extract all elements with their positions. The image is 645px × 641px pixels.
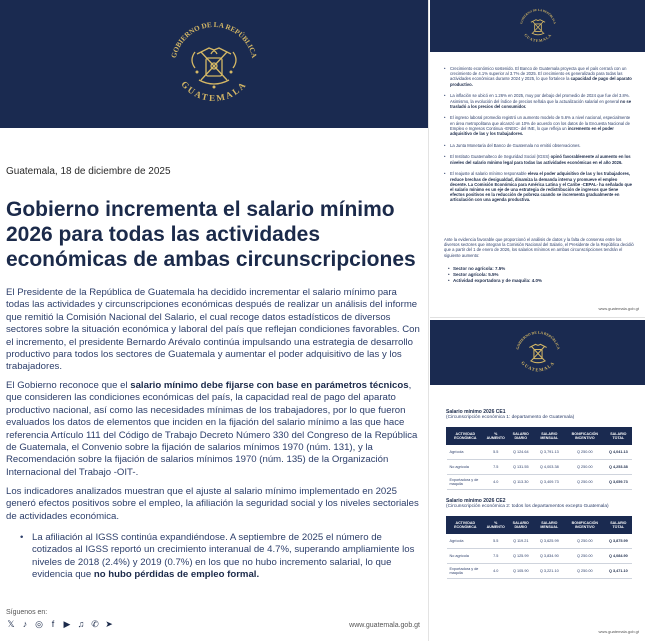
list-item <box>444 143 634 148</box>
table-cell: Q 4,253.38 <box>605 460 631 475</box>
svg-text:GOBIERNO DE LA REPÚBLICA: GOBIERNO DE LA REPÚBLICA <box>169 20 259 59</box>
website-link[interactable]: www.guatemala.gob.gt <box>598 306 639 311</box>
social-links <box>6 619 114 630</box>
website-link[interactable]: www.guatemala.gob.gt <box>598 629 639 634</box>
government-seal <box>159 8 269 118</box>
table-cell: Q 3,659.73 <box>605 475 631 490</box>
seal-emblem-icon <box>510 324 566 380</box>
sector-increase: • Sector no agrícola: 7.5% <box>448 266 628 272</box>
paragraph-text: El Gobierno reconoce que el <box>6 380 131 391</box>
table-cell: Q 250.00 <box>564 475 605 490</box>
table-cell: Q 4,041.13 <box>605 445 631 460</box>
svg-text:GOBIERNO DE LA REPÚBLICA: GOBIERNO DE LA REPÚBLICA <box>515 330 560 350</box>
list-item <box>444 66 634 87</box>
list-item <box>444 154 634 164</box>
list-item <box>444 115 634 136</box>
table-cell: Agrícola <box>447 445 485 460</box>
table-cell: Q 250.00 <box>564 564 605 579</box>
column-header: BONIFICACIÓN INCENTIVO <box>564 517 605 534</box>
seal-emblem-icon <box>515 3 561 49</box>
table-cell: Q 125.99 <box>507 549 534 564</box>
column-header: % AUMENTO <box>484 428 507 445</box>
table-cell: Exportadora y de maquila <box>447 564 485 579</box>
table-header-row <box>447 428 632 445</box>
table-cell: Q 131.55 <box>507 460 534 475</box>
table-row <box>447 549 632 564</box>
table-cell: Q 124.64 <box>507 445 534 460</box>
sector-increase: • Sector agrícola: 5.5% <box>448 272 628 278</box>
technical-parameters-paragraph <box>6 380 421 479</box>
website-link[interactable]: www.guatemala.gob.gt <box>349 622 420 629</box>
salary-table <box>446 427 632 490</box>
table-cell: Q 119.21 <box>507 534 534 549</box>
seal-emblem-icon <box>159 8 269 118</box>
table-cell: Q 3,471.10 <box>605 564 631 579</box>
item-text: El Instituto Guatemalteco de Seguridad Social (IGSS) <box>450 154 551 160</box>
facebook-icon[interactable]: f <box>51 619 55 629</box>
column-header: ACTIVIDAD ECONÓMICA <box>447 428 485 445</box>
table-cell: Exportadora y de maquila <box>447 475 485 490</box>
paragraph-emphasis: salario mínimo debe fijarse con base en parámetros técnicos <box>130 380 409 391</box>
follow-label: Síguenos en: <box>6 609 48 616</box>
svg-text:GUATEMALA: GUATEMALA <box>522 32 553 43</box>
salary-table <box>446 516 632 579</box>
table-cell: 5.5 <box>484 534 507 549</box>
item-text: Crecimiento económico sostenido. El Banco de Guatemala proyecta que el país cerrará con un crecimiento de 4.1% superior al 3.7% de 2025. El crecimiento es generalizado para todas las actividades económicas durante 2024 y 2025, lo que fortalece la <box>450 66 627 82</box>
intro-paragraph: El Presidente de la República de Guatemala ha decidido incrementar el salario mínimo para todas las actividades y circunscripciones económicas después de realizar un análisis del informe que remitió la Comisión Nacional del Salario, el cual recoge datos estadísticos de diversos sectores sobre la situación económica y laboral del país que reflejan condiciones favorables. Con el incremento, el presidente Bernardo Arévalo continúa impulsando una estrategia de desarrollo productivo para todos los sectores de Guatemala y aumentar el poder adquisitivo de las y los trabajadores. <box>6 287 420 373</box>
table-title: Salario mínimo 2026 CE2 <box>446 498 506 504</box>
salary-table-ce1 <box>446 409 632 490</box>
list-item <box>444 93 634 109</box>
column-header: SALARIO TOTAL <box>605 428 631 445</box>
tiktok-alt-icon[interactable]: ♫ <box>77 619 85 629</box>
svg-text:GUATEMALA: GUATEMALA <box>519 360 556 373</box>
table-row <box>447 460 632 475</box>
table-cell: Q 250.00 <box>564 534 605 549</box>
page-header <box>430 0 645 52</box>
press-date: Guatemala, 18 de diciembre de 2025 <box>6 166 171 177</box>
column-header: SALARIO TOTAL <box>605 517 631 534</box>
table-subtitle: (Circunscripción económica 2: todos los departamentos excepto Guatemala) <box>446 504 609 509</box>
increase-list <box>448 266 628 284</box>
table-cell: 5.5 <box>484 445 507 460</box>
instagram-icon[interactable]: ◎ <box>35 619 43 629</box>
table-row <box>447 564 632 579</box>
table-cell: No agrícola <box>447 460 485 475</box>
table-cell: Q 250.00 <box>564 445 605 460</box>
government-seal <box>515 3 561 49</box>
table-cell: Q 250.00 <box>564 460 605 475</box>
table-header-row <box>447 517 632 534</box>
table-cell: Q 113.30 <box>507 475 534 490</box>
table-cell: Q 4,003.38 <box>534 460 564 475</box>
table-cell: Q 3,409.73 <box>534 475 564 490</box>
item-emphasis: incremento en el poder adquisitivo de las y los trabajadores. <box>450 125 614 137</box>
item-text: El reajuste al salario mínimo responsable <box>450 171 528 177</box>
table-cell: Q 250.00 <box>564 549 605 564</box>
table-row <box>447 534 632 549</box>
table-cell: Q 3,834.90 <box>534 549 564 564</box>
item-emphasis: capacidad de pago del aparato productivo. <box>450 76 632 87</box>
table-cell: Q 3,625.99 <box>534 534 564 549</box>
item-emphasis: eleva el poder adquisitivo de las y los trabajadores, reduce brechas de desigualdad, dinamiza la demanda interna y promueve el empleo decente. La Comisión Económica para América Latina y el Caribe -CEPAL- ha señalado que el salario mínimo es un eje de una estrategia de redistribución de ingresos que tiene efectos positivos en la reducción de pobreza cuando se incrementa gradualmente en articulación con una agenda productiva. <box>450 171 632 203</box>
column-header: SALARIO MENSUAL <box>534 517 564 534</box>
table-cell: Agrícola <box>447 534 485 549</box>
decision-paragraph: Ante la evidencia favorable que proporcionó el análisis de datos y la falta de consenso entre los diversos sectores que integran la Comisión Nacional del Salario, el Presidente de la República decidió que a partir del 1 de enero de 2026, los salarios mínimos en ambas circunscripciones tendrán el siguiente aumento: <box>444 237 634 258</box>
table-cell: Q 105.90 <box>507 564 534 579</box>
list-item <box>444 171 634 202</box>
salary-table-ce2 <box>446 498 632 579</box>
column-header: SALARIO DIARIO <box>507 428 534 445</box>
bullet-text: La afiliación al IGSS continúa expandiéndose. A septiembre de 2025 el número de cotizados al IGSS reportó un crecimiento interanual de 4.7%, superando ampliamiente los niveles de 2018 (2.4%) y 2019 (0.7%) en los que no hubo incremento salarial, lo que evidencia que <box>32 532 415 581</box>
table-cell: Q 4,084.90 <box>605 549 631 564</box>
x-icon[interactable]: 𝕏 <box>7 619 15 629</box>
igss-bullet <box>20 532 421 582</box>
indicators-list <box>444 66 634 209</box>
third-page <box>430 320 645 641</box>
paragraph-text: , que consideren las condiciones económicas del país, la capacidad real de pago del aparato productivo nacional, así como las necesidades mínimas de los trabajadores, por lo que fueron evaluados los datos de elementos que inciden en la fijación del salario mínimo a las que hace referencia Artículo 111 del Código de Trabajo Decreto Número 330 del Congreso de la República de Guatemala, el Convenio sobre la fijación de salarios mínimos 1970 (núm. 131), y la Recomendación sobre la fijación de salarios mínimos 1970 (núm. 135) de la Organización Internacional del Trabajo -OIT-. <box>6 380 418 478</box>
item-text: El ingreso laboral promedio registró un aumento modelo de 5.6% a nivel nacional, especialmente en área metropolitana que alcanzó un 10% de acuerdo con los datos de la Encuesta Nacional de Empleo e Ingresos Continua -ENEIC- del INE, lo que refleja un <box>450 115 631 131</box>
svg-text:GOBIERNO DE LA REPÚBLICA: GOBIERNO DE LA REPÚBLICA <box>518 7 557 25</box>
column-header: ACTIVIDAD ECONÓMICA <box>447 517 485 534</box>
second-page <box>430 0 645 318</box>
column-header: SALARIO MENSUAL <box>534 428 564 445</box>
youtube-icon[interactable]: ▶ <box>63 619 71 629</box>
item-text: La Junta Monetaria del Banco de Guatemala no emitió observaciones. <box>450 142 581 148</box>
table-subtitle: (Circunscripción económica 1: departamento de Guatemala) <box>446 415 575 420</box>
government-seal <box>510 324 566 380</box>
column-header: BONIFICACIÓN INCENTIVO <box>564 428 605 445</box>
column-header: % AUMENTO <box>484 517 507 534</box>
bullet-emphasis: no hubo pérdidas de empleo formal. <box>93 569 260 581</box>
table-cell: Q 3,221.10 <box>534 564 564 579</box>
table-cell: 7.5 <box>484 549 507 564</box>
page-title: Gobierno incrementa el salario mínimo 2026 para todas las actividades económicas de ambas circunscripciones <box>6 198 416 271</box>
svg-text:GUATEMALA: GUATEMALA <box>179 78 249 104</box>
page-header <box>0 0 428 128</box>
item-text: La inflación se ubicó en 1.26% en 2025, muy por debajo del promedio de 2024 que fue del 3.8%. Asimismo, la evolución del índice de precios señala que la actualización salarial en general <box>450 93 630 104</box>
table-cell: 4.0 <box>484 475 507 490</box>
telegram-icon[interactable]: ➤ <box>105 619 113 629</box>
table-title: Salario mínimo 2026 CE1 <box>446 409 506 415</box>
table-row <box>447 445 632 460</box>
column-header: SALARIO DIARIO <box>507 517 534 534</box>
item-emphasis: opinó favorablemente al aumento en los niveles del salario mínimo legal para todas las actividades económicas en el año 2026. <box>450 154 631 165</box>
table-cell: No agrícola <box>447 549 485 564</box>
whatsapp-icon[interactable]: ✆ <box>91 619 99 629</box>
table-row <box>447 475 632 490</box>
item-emphasis: no se trasladó a los precios del consumidor. <box>450 98 632 109</box>
table-cell: 4.0 <box>484 564 507 579</box>
table-cell: Q 3,875.99 <box>605 534 631 549</box>
tiktok-icon[interactable]: ♪ <box>22 619 28 629</box>
indicators-paragraph: Los indicadores analizados muestran que el ajuste al salario mínimo implementado en 2025 generó efectos positivos sobre el empleo, la afiliación la seguridad social y los niveles sectoriales de actividades económica. <box>6 486 419 522</box>
table-cell: 7.5 <box>484 460 507 475</box>
sector-increase: • Actividad exportadora y de maquila: 4.0% <box>448 278 628 284</box>
page-header <box>430 320 645 385</box>
table-cell: Q 3,791.13 <box>534 445 564 460</box>
